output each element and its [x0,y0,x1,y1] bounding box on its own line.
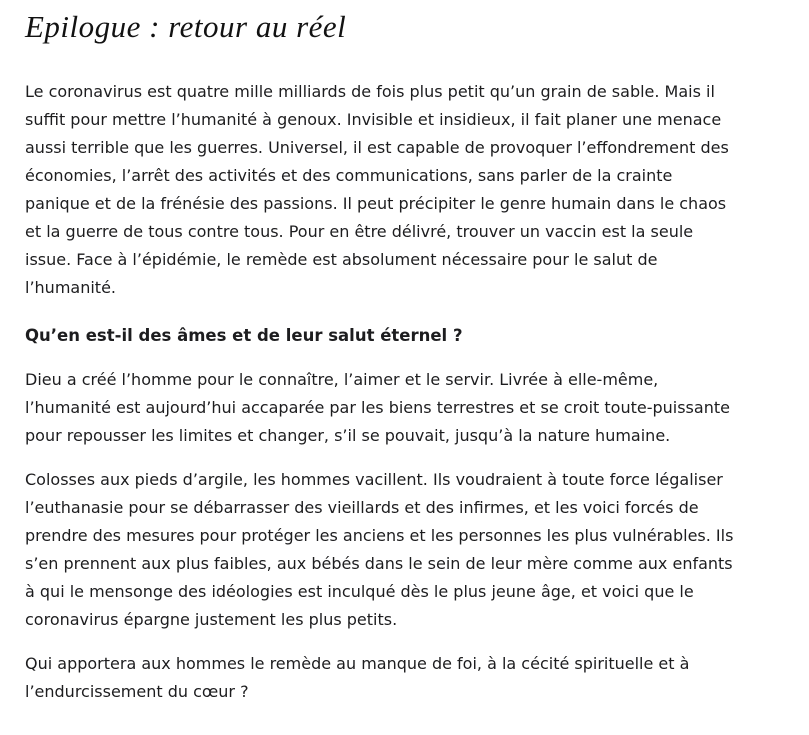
closing-question-paragraph: Qui apportera aux hommes le remède au manque de foi, à la cécité spirituelle et à l’endurcissement du cœur ? [25,654,690,701]
intro-paragraph: Le coronavirus est quatre mille milliards de fois plus petit qu’un grain de sable. Mais il suffit pour mettre l’humanité à genoux. Invisible et insidieux, il fait planer une menace aussi terrible que les guerres. Universel, il est capable de provoquer l’effondrement des économies, l’arrêt des activités et des communications, sans parler de la crainte panique et de la frénésie des passions. Il peut précipiter le genre humain dans le chaos et la guerre de tous contre tous. Pour en être délivré, trouver un vaccin est la seule issue. Face à l’épidémie, le remède est absolument nécessaire pour le salut de l’humanité. [25,82,729,297]
body-paragraph: Dieu a créé l’homme pour le connaître, l’aimer et le servir. Livrée à elle-même, l’humanité est aujourd’hui accaparée par les biens terrestres et se croit toute-puissante pour repousser les limites et changer, s’il se pouvait, jusqu’à la nature humaine. [25,370,730,445]
page-title: Epilogue : retour au réel [25,9,347,44]
body-paragraph: Colosses aux pieds d’argile, les hommes vacillent. Ils voudraient à toute force légaliser l’euthanasie pour se débarrasser des vieillards et des infirmes, et les voici forcés de prendre des mesures pour protéger les anciens et les personnes les plus vulnérables. Ils s’en prennent aux plus faibles, aux bébés dans le sein de leur mère comme aux enfants à qui le mensonge des idéologies est inculqué dès le plus jeune âge, et voici que le coronavirus épargne justement les plus petits. [25,470,734,629]
article-body [25,78,737,706]
section-heading: Qu’en est-il des âmes et de leur salut éternel ? [25,326,463,345]
